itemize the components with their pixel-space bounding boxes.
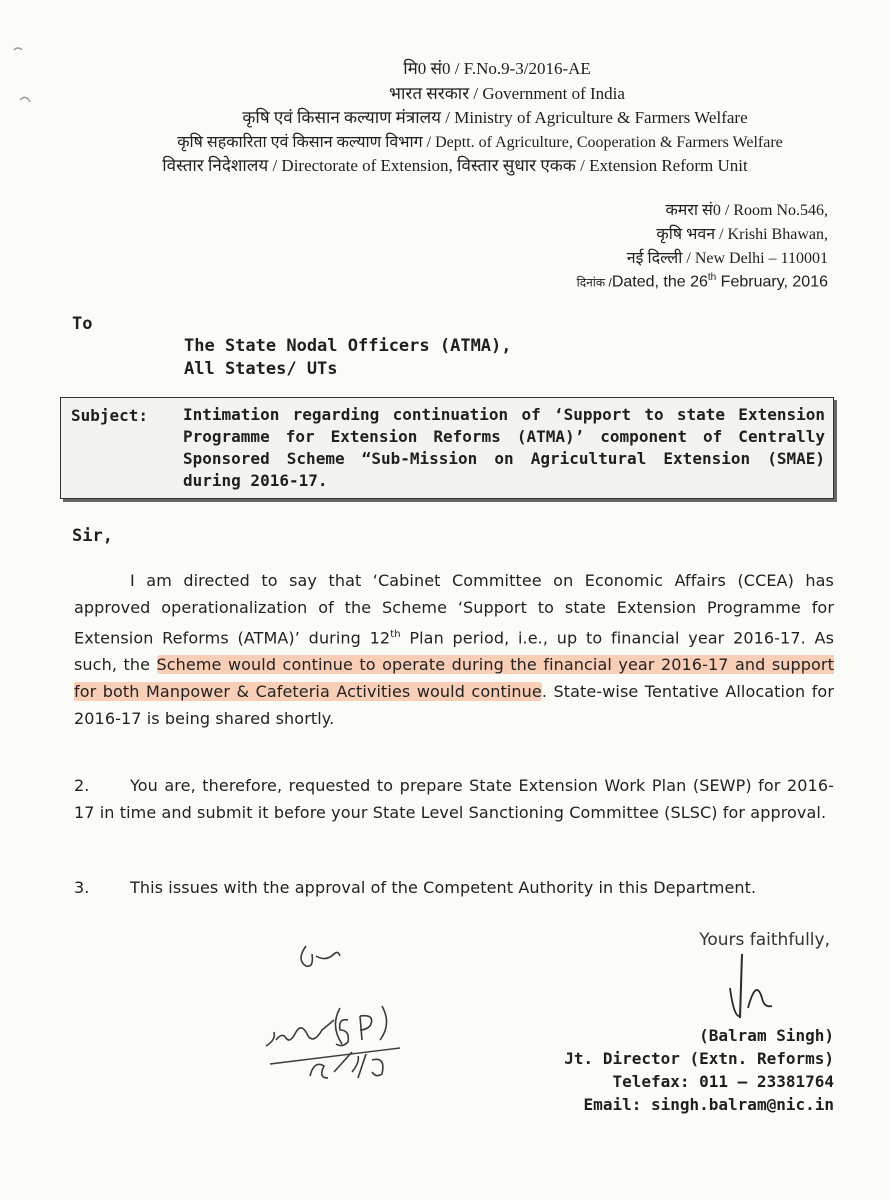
subject-box bbox=[60, 397, 834, 499]
para2-number: 2. bbox=[74, 776, 90, 795]
city-line: नई दिल्ली / New Delhi – 110001 bbox=[626, 250, 828, 267]
subject-label: Subject: bbox=[71, 406, 149, 425]
para3-number: 3. bbox=[74, 878, 90, 897]
paragraph-3 bbox=[74, 874, 834, 901]
addressee-line-1: The State Nodal Officers (ATMA), bbox=[184, 336, 512, 356]
closing: Yours faithfully, bbox=[699, 930, 830, 950]
ministry-line: कृषि एवं किसान कल्याण मंत्रालय / Ministry of Agriculture & Farmers Welfare bbox=[242, 108, 748, 127]
signatory-name: (Balram Singh) bbox=[699, 1026, 834, 1045]
para1-text-b: Plan period, i.e., up to financial year 2016-17. As such, the bbox=[74, 628, 835, 675]
highlighted-text: Scheme would continue to operate during the financial year 2016-17 and support for both Manpower & Cafeteria Activities would continue bbox=[74, 655, 834, 702]
signatory-email: Email: singh.balram@nic.in bbox=[583, 1095, 834, 1114]
scan-mark bbox=[0, 0, 60, 120]
letter-date bbox=[577, 272, 828, 291]
addressee-line-2: All States/ UTs bbox=[184, 359, 338, 379]
para3-text: This issues with the approval of the Competent Authority in this Department. bbox=[130, 878, 757, 897]
paragraph-2 bbox=[74, 772, 834, 826]
signature bbox=[718, 948, 808, 1028]
subject-text: Intimation regarding continuation of ‘Support to state Extension Programme for Extension Reforms (ATMA)’ component of Centrally Sponsored Scheme “Sub-Mission on Agricultural Extension (SMAE) during 2016-17. bbox=[183, 405, 825, 490]
paragraph-1 bbox=[74, 567, 834, 732]
to-label: To bbox=[72, 314, 93, 334]
date-label: दिनांक / bbox=[576, 275, 612, 290]
para2-text: You are, therefore, requested to prepare State Extension Work Plan (SEWP) for 2016-17 in time and submit it before your State Level Sanctioning Committee (SLSC) for approval. bbox=[74, 776, 834, 822]
government-line: भारत सरकार / Government of India bbox=[389, 84, 625, 103]
signatory-designation: Jt. Director (Extn. Reforms) bbox=[564, 1049, 834, 1068]
building-name: कृषि भवन / Krishi Bhawan, bbox=[656, 226, 828, 243]
directorate-line: विस्तार निदेशालय / Directorate of Extension, विस्तार सुधार एकक / Extension Reform Unit bbox=[162, 156, 748, 175]
para1-text-a: I am directed to say that ‘Cabinet Committee on Economic Affairs (CCEA) has approved operationalization of the Scheme ‘Support to state Extension Programme for Extension Reforms (ATMA)’ during 12 bbox=[74, 571, 834, 648]
date-prefix: Dated, the 26 bbox=[611, 273, 708, 291]
date-sup: th bbox=[707, 272, 717, 283]
handwritten-note bbox=[250, 936, 450, 1086]
room-number: कमरा सं0 / Room No.546, bbox=[665, 202, 828, 219]
file-number: मि0 सं0 / F.No.9-3/2016-AE bbox=[403, 59, 591, 78]
signatory-telefax: Telefax: 011 – 23381764 bbox=[612, 1072, 834, 1091]
signatory-block bbox=[564, 1024, 834, 1116]
para1-text-c: . State-wise Tentative Allocation for 2016-17 is being shared shortly. bbox=[74, 682, 834, 729]
department-line: कृषि सहकारिता एवं किसान कल्याण विभाग / Deptt. of Agriculture, Cooperation & Farmers Welfare bbox=[177, 134, 783, 151]
date-suffix: February, 2016 bbox=[716, 273, 828, 291]
salutation: Sir, bbox=[72, 526, 113, 546]
para1-sup: th bbox=[390, 629, 401, 640]
